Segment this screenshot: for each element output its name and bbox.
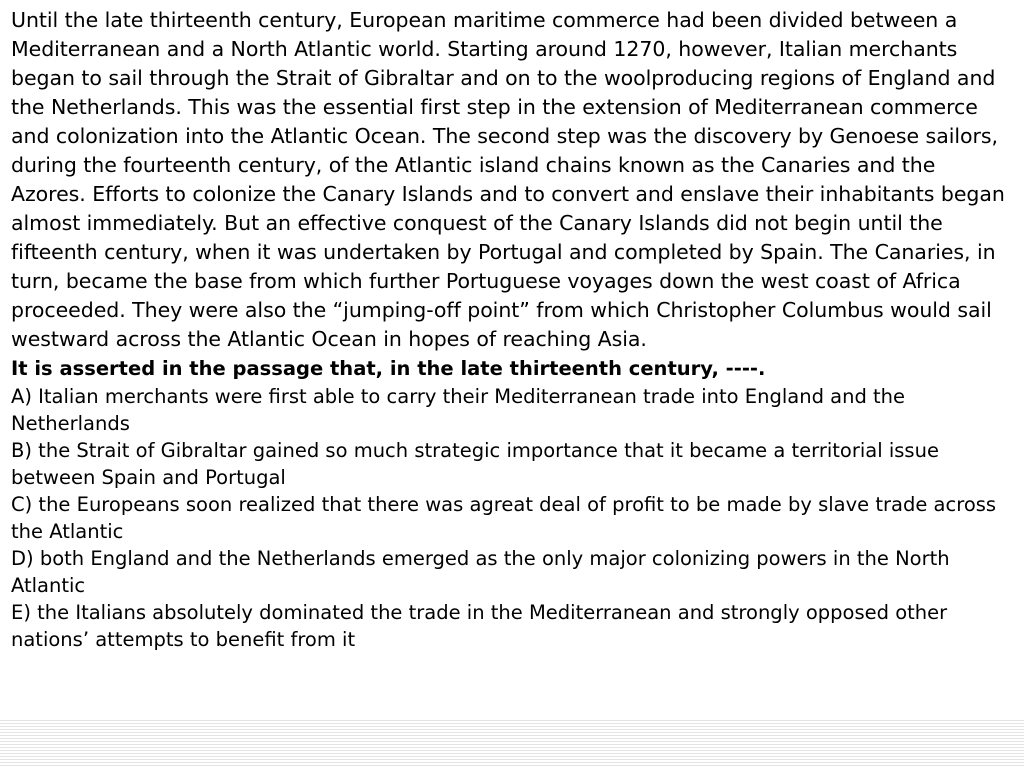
option-b: B) the Strait of Gibraltar gained so much strategic importance that it became a territorial issue between Spain and Portugal	[11, 439, 939, 489]
slide-content	[11, 6, 1015, 653]
option-e: E) the Italians absolutely dominated the trade in the Mediterranean and strongly opposed other nations’ attempts to benefit from it	[11, 601, 948, 651]
option-c: C) the Europeans soon realized that there was agreat deal of profit to be made by slave trade across the Atlantic	[11, 493, 997, 543]
option-a: A) Italian merchants were first able to carry their Mediterranean trade into England and the Netherlands	[11, 385, 906, 435]
question-stem: It is asserted in the passage that, in the late thirteenth century, ----.	[11, 357, 766, 380]
reading-passage: Until the late thirteenth century, European maritime commerce had been divided between a Mediterranean and a North Atlantic world. Starting around 1270, however, Italian merchants began to sail through the Strait of Gibraltar and on to the woolproducing regions of England and the Netherlands. This was the essential first step in the extension of Mediterranean commerce and colonization into the Atlantic Ocean. The second step was the discovery by Genoese sailors, during the fourteenth century, of the Atlantic island chains known as the Canaries and the Azores. Efforts to colonize the Canary Islands and to convert and enslave their inhabitants began almost immediately. But an effective conquest of the Canary Islands did not begin until the fifteenth century, when it was undertaken by Portugal and completed by Spain. The Canaries, in turn, became the base from which further Portuguese voyages down the west coast of Africa proceeded. They were also the “jumping-off point” from which Christopher Columbus would sail westward across the Atlantic Ocean in hopes of reaching Asia.	[11, 8, 1005, 351]
decorative-stripes	[0, 718, 1024, 768]
answer-options	[11, 383, 1015, 653]
option-d: D) both England and the Netherlands emerged as the only major colonizing powers in the North Atlantic	[11, 547, 950, 597]
